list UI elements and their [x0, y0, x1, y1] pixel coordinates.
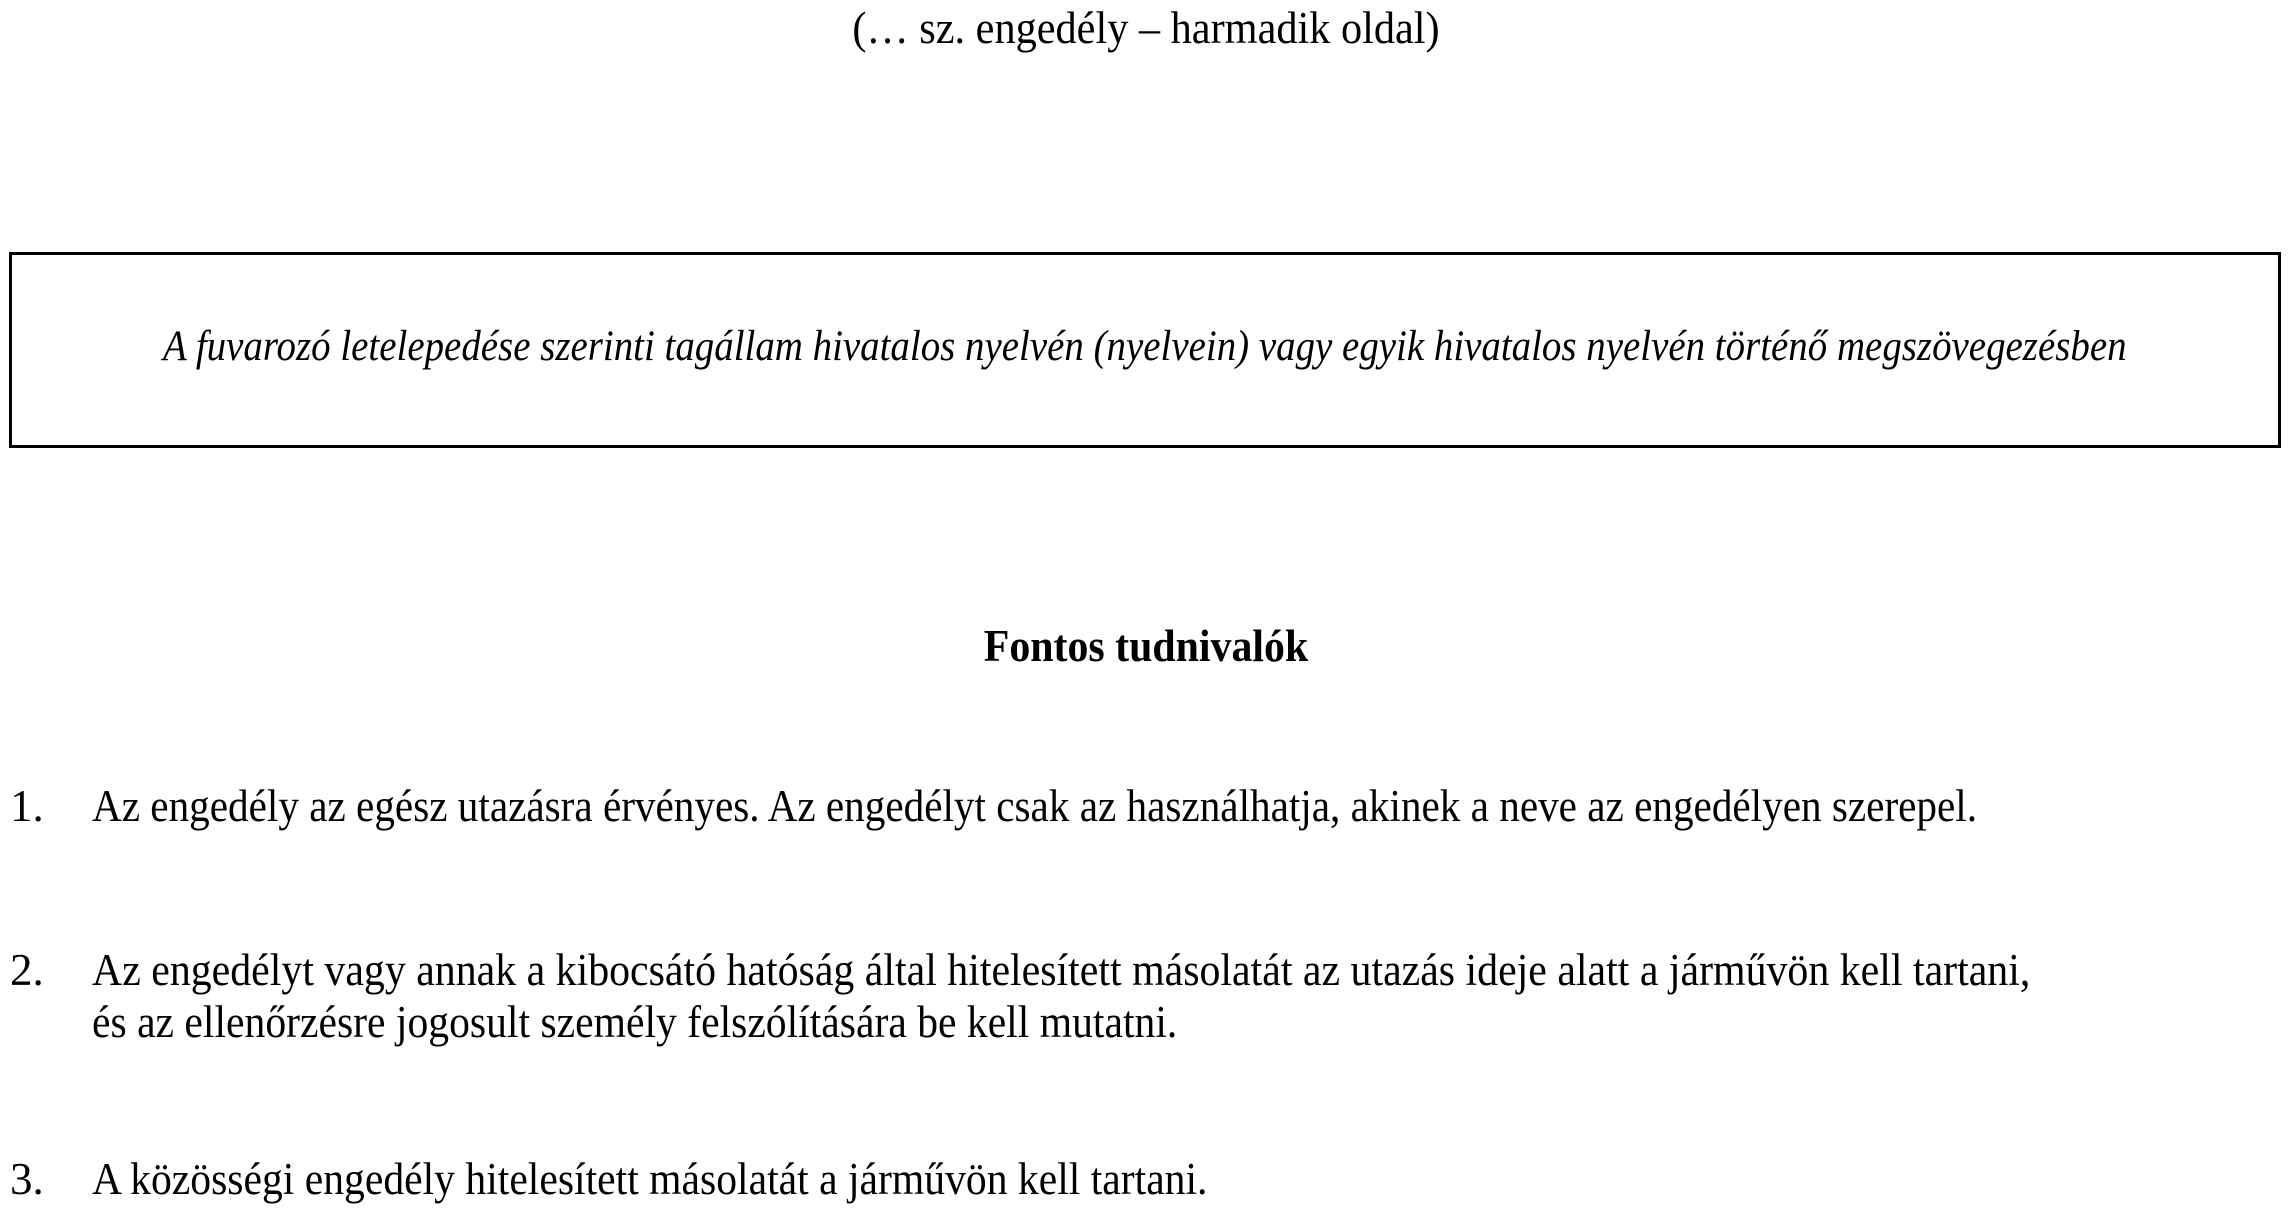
language-note-text: A fuvarozó letelepedése szerinti tagállam hivatalos nyelvén (nyelvein) vagy egyik hivatalos nyelvén történő megszövegezésben — [163, 323, 2127, 370]
notice-line: A közösségi engedély hitelesített másolatát a járművön kell tartani. — [92, 1154, 1208, 1204]
section-title: Fontos tudnivalók — [983, 621, 1309, 671]
notice-number: 2. — [10, 945, 44, 995]
page-header: (… sz. engedély – harmadik oldal) — [852, 3, 1440, 53]
notice-line: és az ellenőrzésre jogosult személy felszólítására be kell mutatni. — [92, 997, 1178, 1047]
notice-text — [92, 780, 2282, 832]
notice-line: Az engedély az egész utazásra érvényes. Az engedélyt csak az használhatja, akinek a neve az engedélyen szerepel. — [92, 781, 1978, 831]
notice-text — [92, 944, 2282, 1048]
notice-line: Az engedélyt vagy annak a kibocsátó hatóság által hitelesített másolatát az utazás ideje alatt a járművön kell tartani, — [92, 945, 2031, 995]
notice-number: 3. — [10, 1154, 44, 1204]
notice-text — [92, 1153, 2282, 1205]
language-note-box — [9, 252, 2281, 448]
notice-number: 1. — [10, 781, 44, 831]
